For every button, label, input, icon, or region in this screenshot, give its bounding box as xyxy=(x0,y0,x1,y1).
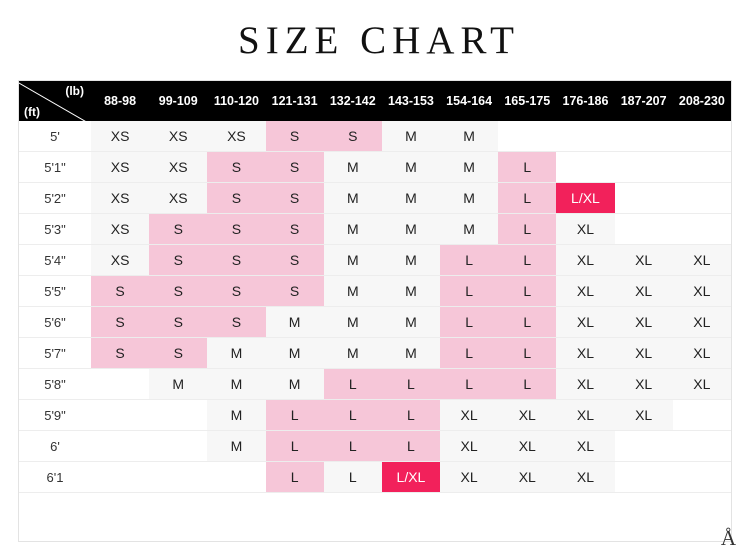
row-header-height: 5'4" xyxy=(19,245,91,276)
size-cell: XL xyxy=(556,245,614,276)
size-cell: L xyxy=(440,338,498,369)
size-cell: M xyxy=(266,338,324,369)
table-row xyxy=(19,462,731,493)
size-cell: XS xyxy=(149,183,207,214)
size-cell xyxy=(673,400,731,431)
column-header: 110-120 xyxy=(207,81,265,121)
row-header-height: 5'6" xyxy=(19,307,91,338)
size-cell: L xyxy=(382,400,440,431)
size-cell: L xyxy=(382,431,440,462)
weight-unit-label: (lb) xyxy=(65,84,84,98)
row-header-height: 6'1 xyxy=(19,462,91,493)
size-cell: S xyxy=(207,214,265,245)
size-cell: S xyxy=(266,183,324,214)
size-cell: L xyxy=(382,369,440,400)
row-header-height: 6' xyxy=(19,431,91,462)
size-cell: L xyxy=(498,214,556,245)
size-cell: M xyxy=(266,307,324,338)
column-header: 143-153 xyxy=(382,81,440,121)
size-cell: XL xyxy=(615,369,673,400)
size-cell: L xyxy=(498,307,556,338)
size-cell: M xyxy=(324,276,382,307)
size-cell: XL xyxy=(556,338,614,369)
column-header: 208-230 xyxy=(673,81,731,121)
size-cell: M xyxy=(382,214,440,245)
row-header-height: 5'7" xyxy=(19,338,91,369)
size-cell: XL xyxy=(440,431,498,462)
size-cell xyxy=(91,400,149,431)
size-cell xyxy=(149,431,207,462)
brand-logo-icon: Å xyxy=(720,526,734,550)
axis-corner-cell xyxy=(19,81,91,121)
size-cell xyxy=(615,462,673,493)
size-cell: XL xyxy=(498,400,556,431)
size-cell: L xyxy=(266,462,324,493)
table-row xyxy=(19,369,731,400)
size-cell: XL xyxy=(498,462,556,493)
row-header-height: 5'3" xyxy=(19,214,91,245)
size-cell: S xyxy=(266,152,324,183)
size-cell: M xyxy=(382,152,440,183)
row-header-height: 5'9" xyxy=(19,400,91,431)
height-unit-label: (ft) xyxy=(24,105,40,119)
size-cell xyxy=(91,462,149,493)
size-cell: M xyxy=(207,400,265,431)
size-cell: S xyxy=(266,245,324,276)
table-row xyxy=(19,245,731,276)
size-cell xyxy=(615,431,673,462)
size-cell: XL xyxy=(556,276,614,307)
size-cell: XL xyxy=(440,400,498,431)
size-cell: M xyxy=(207,431,265,462)
size-cell xyxy=(673,462,731,493)
size-cell: XL xyxy=(673,338,731,369)
size-cell: M xyxy=(440,152,498,183)
size-cell: S xyxy=(149,338,207,369)
size-cell: M xyxy=(382,183,440,214)
size-cell: M xyxy=(382,245,440,276)
page-title: SIZE CHART xyxy=(238,19,520,62)
size-cell: S xyxy=(149,245,207,276)
size-cell: S xyxy=(207,152,265,183)
size-cell: M xyxy=(382,121,440,152)
column-header: 121-131 xyxy=(266,81,324,121)
size-cell: L xyxy=(498,152,556,183)
size-cell: S xyxy=(207,245,265,276)
size-cell: M xyxy=(382,307,440,338)
size-cell xyxy=(673,152,731,183)
size-cell: XL xyxy=(615,400,673,431)
size-cell: S xyxy=(91,276,149,307)
size-cell: L xyxy=(266,431,324,462)
size-cell xyxy=(615,121,673,152)
size-cell: L xyxy=(498,369,556,400)
size-cell xyxy=(673,431,731,462)
size-cell: M xyxy=(382,338,440,369)
table-row xyxy=(19,431,731,462)
size-cell: XL xyxy=(556,462,614,493)
size-cell: M xyxy=(324,245,382,276)
size-cell: M xyxy=(324,214,382,245)
size-cell: S xyxy=(149,214,207,245)
size-cell: M xyxy=(440,183,498,214)
column-header: 88-98 xyxy=(91,81,149,121)
table-row xyxy=(19,307,731,338)
size-cell xyxy=(91,431,149,462)
size-cell xyxy=(149,400,207,431)
size-chart-body xyxy=(19,121,731,493)
size-cell xyxy=(91,369,149,400)
size-cell xyxy=(498,121,556,152)
column-header: 132-142 xyxy=(324,81,382,121)
size-cell: XL xyxy=(673,245,731,276)
size-cell: L xyxy=(266,400,324,431)
size-chart-header xyxy=(19,81,731,121)
size-cell: XL xyxy=(556,369,614,400)
size-cell: L xyxy=(324,462,382,493)
column-header: 176-186 xyxy=(556,81,614,121)
size-cell: XL xyxy=(673,307,731,338)
size-cell: S xyxy=(266,214,324,245)
size-cell: XS xyxy=(149,121,207,152)
size-cell: M xyxy=(440,121,498,152)
size-cell: XS xyxy=(91,152,149,183)
size-cell xyxy=(149,462,207,493)
size-cell: L xyxy=(498,276,556,307)
size-cell: M xyxy=(440,214,498,245)
size-cell: M xyxy=(207,338,265,369)
table-row xyxy=(19,152,731,183)
size-cell: L/XL xyxy=(382,462,440,493)
column-header: 99-109 xyxy=(149,81,207,121)
size-cell: XL xyxy=(615,338,673,369)
size-cell: L xyxy=(440,369,498,400)
size-cell: S xyxy=(149,276,207,307)
size-cell: M xyxy=(266,369,324,400)
size-cell xyxy=(556,152,614,183)
row-header-height: 5'5" xyxy=(19,276,91,307)
size-cell: XL xyxy=(673,276,731,307)
size-cell xyxy=(615,214,673,245)
size-cell: XS xyxy=(91,183,149,214)
size-cell xyxy=(615,152,673,183)
size-cell xyxy=(673,183,731,214)
size-cell xyxy=(207,462,265,493)
column-header: 165-175 xyxy=(498,81,556,121)
table-row xyxy=(19,214,731,245)
size-cell xyxy=(556,121,614,152)
size-cell: S xyxy=(207,183,265,214)
size-cell: L xyxy=(498,338,556,369)
table-row xyxy=(19,276,731,307)
header-row xyxy=(19,81,731,121)
size-cell: L xyxy=(498,245,556,276)
size-cell: L xyxy=(498,183,556,214)
size-cell: M xyxy=(324,338,382,369)
size-cell: M xyxy=(382,276,440,307)
size-cell xyxy=(615,183,673,214)
table-row xyxy=(19,400,731,431)
size-cell: XL xyxy=(556,307,614,338)
row-header-height: 5' xyxy=(19,121,91,152)
size-cell: L xyxy=(324,369,382,400)
size-cell: XL xyxy=(615,245,673,276)
row-header-height: 5'8" xyxy=(19,369,91,400)
size-cell: XL xyxy=(556,431,614,462)
column-header: 154-164 xyxy=(440,81,498,121)
size-cell: XL xyxy=(673,369,731,400)
size-cell: XL xyxy=(615,276,673,307)
size-cell: XS xyxy=(207,121,265,152)
size-cell: XL xyxy=(556,400,614,431)
row-header-height: 5'1" xyxy=(19,152,91,183)
size-chart-card xyxy=(18,80,732,542)
size-cell: XS xyxy=(149,152,207,183)
row-header-height: 5'2" xyxy=(19,183,91,214)
size-cell: XL xyxy=(615,307,673,338)
size-cell: L xyxy=(440,276,498,307)
size-cell xyxy=(673,214,731,245)
size-cell: XL xyxy=(556,214,614,245)
size-cell: XL xyxy=(440,462,498,493)
size-cell: M xyxy=(324,152,382,183)
size-cell: S xyxy=(324,121,382,152)
size-cell: M xyxy=(324,307,382,338)
size-cell: XS xyxy=(91,245,149,276)
table-row xyxy=(19,121,731,152)
size-cell: S xyxy=(91,338,149,369)
size-cell: XL xyxy=(498,431,556,462)
size-cell: M xyxy=(324,183,382,214)
size-cell: L xyxy=(324,431,382,462)
size-cell: M xyxy=(207,369,265,400)
size-cell: XS xyxy=(91,121,149,152)
table-row xyxy=(19,338,731,369)
size-cell: S xyxy=(207,276,265,307)
size-cell: S xyxy=(266,276,324,307)
size-cell: L xyxy=(440,307,498,338)
size-cell: S xyxy=(266,121,324,152)
size-chart-table xyxy=(19,81,731,493)
size-cell: S xyxy=(91,307,149,338)
size-cell: S xyxy=(149,307,207,338)
column-header: 187-207 xyxy=(615,81,673,121)
size-cell: L xyxy=(324,400,382,431)
size-cell: L/XL xyxy=(556,183,614,214)
size-cell: L xyxy=(440,245,498,276)
size-cell: S xyxy=(207,307,265,338)
size-cell: M xyxy=(149,369,207,400)
table-row xyxy=(19,183,731,214)
size-cell xyxy=(673,121,731,152)
size-cell: XS xyxy=(91,214,149,245)
